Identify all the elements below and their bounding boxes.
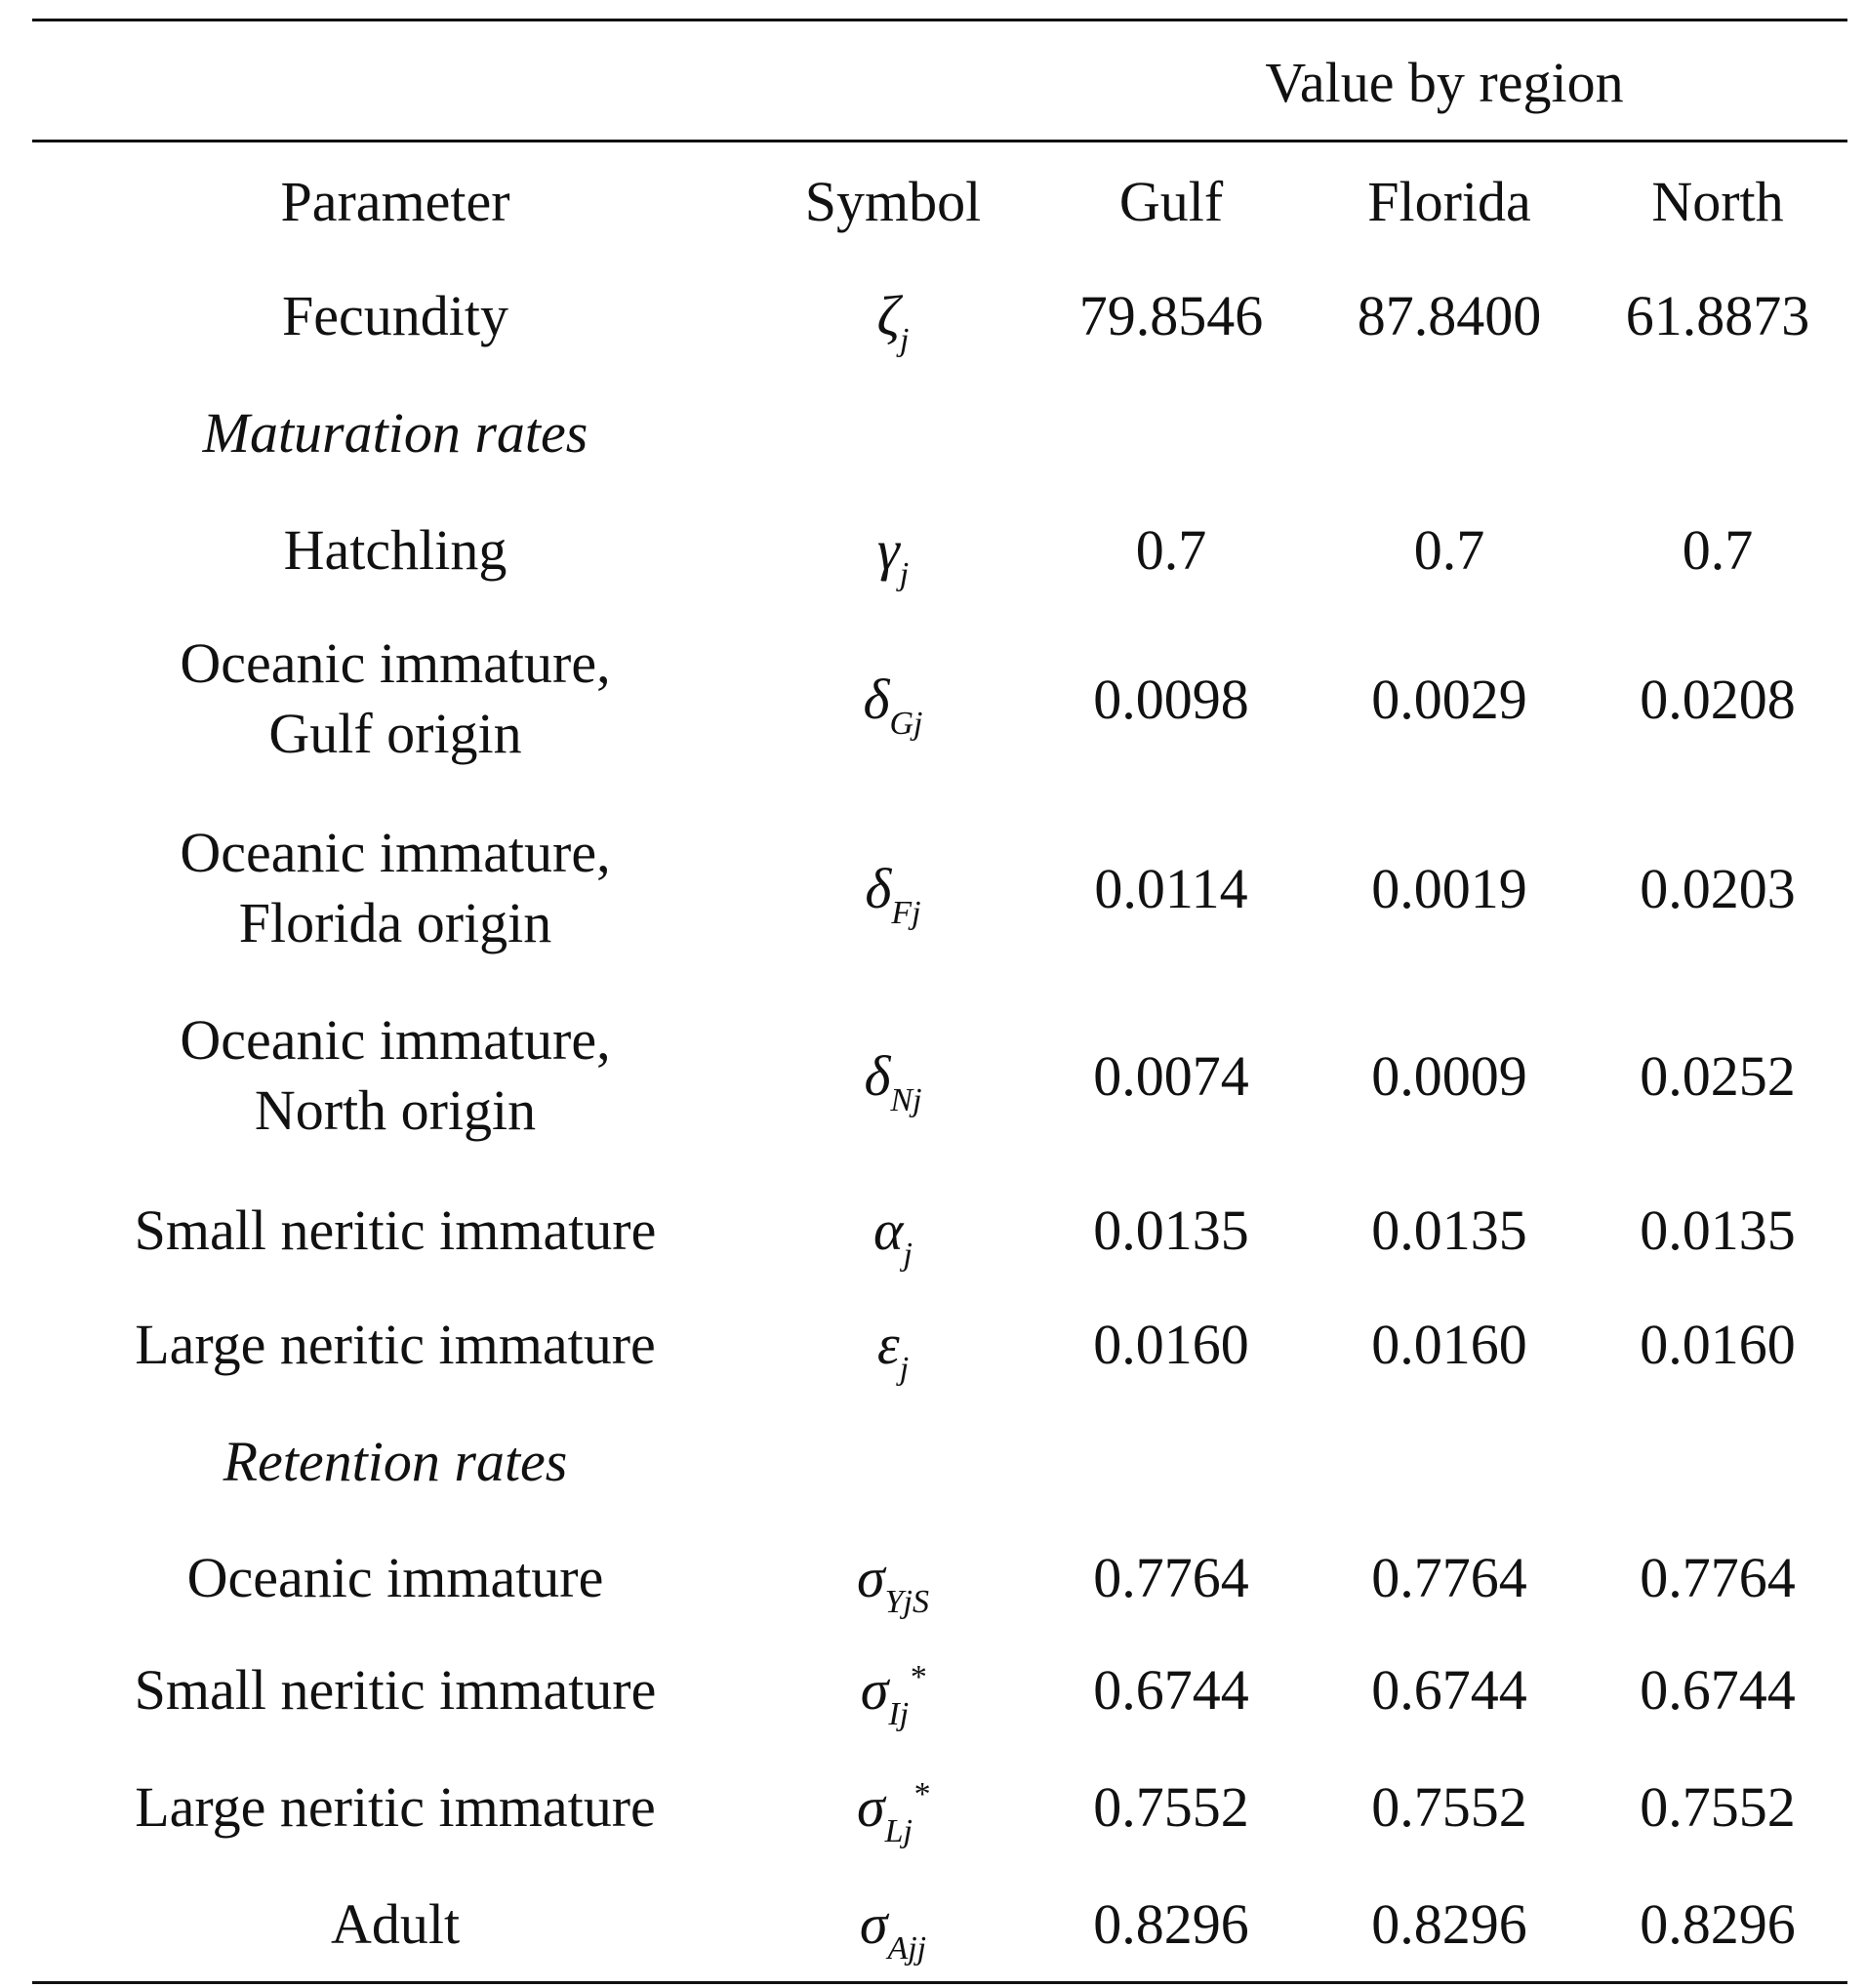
param-adult: Adult	[330, 1892, 461, 1956]
value-gulf: 0.0160	[1093, 1313, 1249, 1376]
symbol-oceanic-immature: $\sigma_{YjS}$	[857, 1546, 929, 1620]
value-north: 61.8873	[1625, 284, 1810, 347]
value-florida: 87.8400	[1357, 284, 1542, 347]
value-florida: 0.7552	[1371, 1775, 1527, 1839]
value-north: 0.0252	[1640, 1044, 1796, 1108]
symbol-hatchling: $\gamma_j$	[876, 518, 910, 592]
column-header-symbol: Symbol	[804, 170, 982, 233]
column-header-north: North	[1651, 170, 1784, 233]
value-florida: 0.0135	[1371, 1198, 1527, 1262]
symbol-fecundity: $\zeta_j$	[876, 284, 910, 358]
param-oceanic-immature: Oceanic immature	[186, 1546, 604, 1609]
value-north: 0.6744	[1640, 1658, 1796, 1722]
param-large-neritic: Large neritic immature	[135, 1313, 656, 1376]
symbol-small-neritic: $\alpha_j$	[873, 1198, 913, 1273]
group-header: Value by region	[1265, 51, 1624, 114]
param-oceanic-north-line1: Oceanic immature,	[180, 1008, 611, 1072]
column-header-florida: Florida	[1367, 170, 1531, 233]
table-header-rule	[32, 140, 1847, 142]
value-north: 0.7764	[1640, 1546, 1796, 1609]
value-gulf: 79.8546	[1078, 284, 1264, 347]
param-small-neritic: Small neritic immature	[134, 1198, 657, 1262]
column-header-gulf: Gulf	[1118, 170, 1224, 233]
value-gulf: 0.7764	[1093, 1546, 1249, 1609]
value-north: 0.8296	[1640, 1892, 1796, 1956]
value-gulf: 0.0074	[1093, 1044, 1249, 1108]
value-gulf: 0.7552	[1093, 1775, 1249, 1839]
value-north: 0.0203	[1640, 857, 1796, 920]
table-bottom-rule	[32, 1981, 1847, 1984]
table-top-rule	[32, 19, 1847, 21]
value-florida: 0.7764	[1371, 1546, 1527, 1609]
symbol-oceanic-gulf: $\delta_{Gj}$	[863, 668, 923, 742]
value-florida: 0.0019	[1371, 857, 1527, 920]
symbol-oceanic-north: $\delta_{Nj}$	[864, 1044, 922, 1118]
param-large-neritic-retention: Large neritic immature	[135, 1775, 656, 1839]
value-gulf: 0.8296	[1093, 1892, 1249, 1956]
value-gulf: 0.0098	[1093, 668, 1249, 731]
symbol-small-neritic-retention: $\sigma_{Ij}^*$	[860, 1658, 926, 1732]
param-oceanic-florida-line2: Florida origin	[238, 891, 552, 954]
value-north: 0.0160	[1640, 1313, 1796, 1376]
value-north: 0.7552	[1640, 1775, 1796, 1839]
value-florida: 0.8296	[1371, 1892, 1527, 1956]
symbol-large-neritic: $\varepsilon_j$	[876, 1313, 910, 1387]
value-gulf: 0.6744	[1093, 1658, 1249, 1722]
value-north: 0.0208	[1640, 668, 1796, 731]
param-oceanic-gulf-line1: Oceanic immature,	[180, 631, 611, 695]
symbol-oceanic-florida: $\delta_{Fj}$	[865, 857, 921, 931]
value-gulf: 0.0135	[1093, 1198, 1249, 1262]
value-florida: 0.0160	[1371, 1313, 1527, 1376]
value-florida: 0.0009	[1371, 1044, 1527, 1108]
value-florida: 0.7	[1413, 518, 1485, 582]
value-florida: 0.6744	[1371, 1658, 1527, 1722]
param-oceanic-north-line2: North origin	[254, 1078, 537, 1142]
value-gulf: 0.7	[1135, 518, 1207, 582]
section-maturation-rates: Maturation rates	[202, 401, 588, 465]
value-gulf: 0.0114	[1094, 857, 1248, 920]
param-hatchling: Hatchling	[283, 518, 507, 582]
param-oceanic-gulf-line2: Gulf origin	[268, 702, 522, 765]
section-retention-rates: Retention rates	[223, 1430, 568, 1493]
value-florida: 0.0029	[1371, 668, 1527, 731]
symbol-adult: $\sigma_{Ajj}$	[859, 1892, 927, 1967]
param-fecundity: Fecundity	[282, 284, 508, 347]
value-north: 0.7	[1682, 518, 1754, 582]
symbol-large-neritic-retention: $\sigma_{Lj}^*$	[857, 1775, 929, 1849]
value-north: 0.0135	[1640, 1198, 1796, 1262]
param-small-neritic-retention: Small neritic immature	[134, 1658, 657, 1722]
param-oceanic-florida-line1: Oceanic immature,	[180, 821, 611, 884]
column-header-parameter: Parameter	[280, 170, 510, 233]
